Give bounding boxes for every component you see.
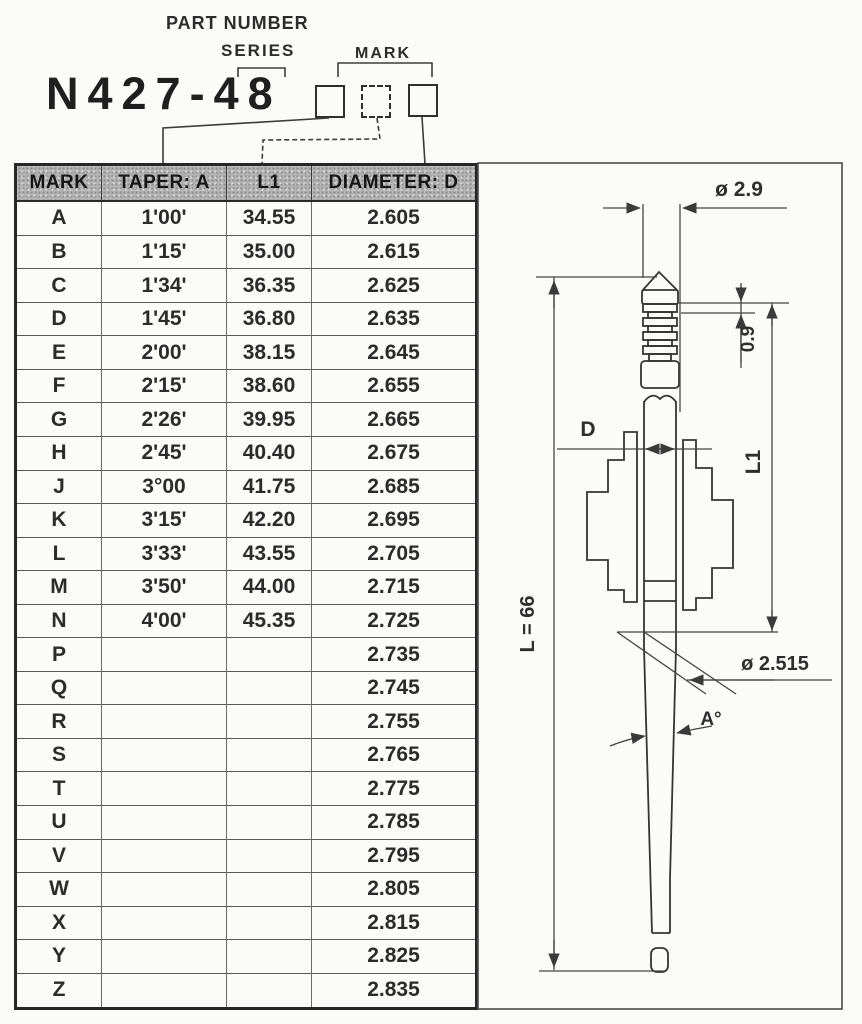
cell-diameter: 2.625 [312, 269, 477, 303]
cell-mark: G [16, 403, 102, 437]
dim-l1-label: L1 [742, 449, 765, 475]
cell-mark: Z [16, 973, 102, 1008]
cell-diameter: 2.815 [312, 906, 477, 940]
cell-taper: 1'34' [102, 269, 227, 303]
spec-table [14, 163, 478, 1010]
cell-diameter: 2.825 [312, 940, 477, 974]
cell-taper: 2'15' [102, 369, 227, 403]
cell-l1 [227, 671, 312, 705]
part-number-label: PART NUMBER [166, 13, 309, 33]
cell-mark: Y [16, 940, 102, 974]
cell-taper [102, 873, 227, 907]
cell-l1: 36.80 [227, 302, 312, 336]
cell-mark: P [16, 638, 102, 672]
dim-taper-angle: A° [700, 709, 722, 730]
cell-taper [102, 705, 227, 739]
cell-diameter: 2.645 [312, 336, 477, 370]
cell-mark: X [16, 906, 102, 940]
spec-table-body [16, 201, 477, 1009]
cell-mark: N [16, 604, 102, 638]
table-row [16, 638, 477, 672]
cell-l1: 41.75 [227, 470, 312, 504]
cell-taper: 1'45' [102, 302, 227, 336]
col-header-diameter: DIAMETER: D [312, 165, 477, 202]
table-row [16, 671, 477, 705]
cell-mark: S [16, 738, 102, 772]
cell-l1: 40.40 [227, 437, 312, 471]
cell-mark: E [16, 336, 102, 370]
part-number: N427-48 [46, 68, 282, 119]
table-row [16, 336, 477, 370]
cell-diameter: 2.715 [312, 571, 477, 605]
cell-mark: D [16, 302, 102, 336]
series-label: SERIES [221, 41, 296, 60]
cell-taper: 3'33' [102, 537, 227, 571]
mark-bracket [338, 63, 432, 77]
cell-diameter: 2.805 [312, 873, 477, 907]
mark-digit-box-1 [361, 85, 391, 118]
table-row [16, 839, 477, 873]
clip-groove-ridge [643, 318, 677, 326]
cell-taper [102, 973, 227, 1008]
cell-l1: 34.55 [227, 201, 312, 235]
table-row [16, 201, 477, 235]
cell-l1 [227, 906, 312, 940]
needle-cap [642, 272, 678, 291]
clip-groove-ridge [643, 346, 677, 354]
cell-l1 [227, 873, 312, 907]
needle-notch [644, 396, 676, 402]
cell-l1: 39.95 [227, 403, 312, 437]
cell-l1: 44.00 [227, 571, 312, 605]
cell-taper: 1'00' [102, 201, 227, 235]
connector-mark-to-l1 [262, 118, 380, 164]
cell-diameter: 2.695 [312, 504, 477, 538]
cell-mark: Q [16, 671, 102, 705]
table-row [16, 571, 477, 605]
cell-l1 [227, 772, 312, 806]
cell-l1: 42.20 [227, 504, 312, 538]
spec-table-header [16, 165, 477, 202]
cell-taper: 1'15' [102, 235, 227, 269]
table-row [16, 738, 477, 772]
cell-diameter: 2.795 [312, 839, 477, 873]
cell-diameter: 2.635 [312, 302, 477, 336]
cell-mark: M [16, 571, 102, 605]
table-row [16, 772, 477, 806]
cell-mark: J [16, 470, 102, 504]
cell-taper [102, 738, 227, 772]
cell-diameter: 2.735 [312, 638, 477, 672]
needle-outline [641, 272, 679, 972]
table-row [16, 604, 477, 638]
col-header-l1: L1 [227, 165, 312, 202]
cell-l1 [227, 705, 312, 739]
dim-top-diameter: ø 2.9 [715, 178, 763, 201]
table-row [16, 235, 477, 269]
cell-taper: 3'15' [102, 504, 227, 538]
cell-taper: 2'45' [102, 437, 227, 471]
cell-mark: A [16, 201, 102, 235]
cell-mark: C [16, 269, 102, 303]
cell-l1 [227, 806, 312, 840]
taper-right-edge [670, 648, 676, 933]
cell-diameter: 2.685 [312, 470, 477, 504]
cell-taper [102, 638, 227, 672]
cell-taper [102, 806, 227, 840]
cell-l1 [227, 973, 312, 1008]
cell-diameter: 2.655 [312, 369, 477, 403]
cell-mark: T [16, 772, 102, 806]
needle-jet-section [587, 432, 733, 610]
mark-label: MARK [355, 45, 411, 62]
dim-groove-pitch: 0.9 [738, 325, 759, 353]
cell-diameter: 2.675 [312, 437, 477, 471]
dim-total-length: L = 66 [517, 595, 539, 653]
cell-mark: V [16, 839, 102, 873]
cell-mark: K [16, 504, 102, 538]
dim-diameter-label: D [580, 418, 596, 441]
cell-taper [102, 839, 227, 873]
cell-mark: F [16, 369, 102, 403]
table-row [16, 806, 477, 840]
table-row [16, 906, 477, 940]
cell-l1: 36.35 [227, 269, 312, 303]
cell-l1: 43.55 [227, 537, 312, 571]
cell-taper: 3°00 [102, 470, 227, 504]
cell-mark: H [16, 437, 102, 471]
cell-diameter: 2.785 [312, 806, 477, 840]
table-row [16, 504, 477, 538]
needle-neck [649, 354, 671, 361]
cell-taper [102, 671, 227, 705]
needle-drawing [477, 162, 843, 1010]
needle-head [642, 290, 678, 304]
dimension-lines [536, 204, 832, 971]
cell-mark: W [16, 873, 102, 907]
cell-diameter: 2.755 [312, 705, 477, 739]
table-row [16, 470, 477, 504]
needle-tip [651, 948, 668, 972]
table-row [16, 403, 477, 437]
cell-l1 [227, 839, 312, 873]
cell-diameter: 2.765 [312, 738, 477, 772]
cell-l1 [227, 940, 312, 974]
cell-l1: 35.00 [227, 235, 312, 269]
dim-tip-diameter: ø 2.515 [741, 653, 809, 675]
cell-diameter: 2.705 [312, 537, 477, 571]
table-row [16, 940, 477, 974]
cell-taper [102, 772, 227, 806]
cell-l1: 45.35 [227, 604, 312, 638]
cell-taper: 2'00' [102, 336, 227, 370]
table-row [16, 437, 477, 471]
cell-diameter: 2.605 [312, 201, 477, 235]
cell-mark: B [16, 235, 102, 269]
cell-mark: L [16, 537, 102, 571]
cell-l1 [227, 738, 312, 772]
cell-l1: 38.60 [227, 369, 312, 403]
col-header-taper: TAPER: A [102, 165, 227, 202]
cell-taper: 3'50' [102, 571, 227, 605]
clip-groove-ridge [643, 304, 677, 312]
taper-left-edge [644, 648, 652, 933]
jet-left-half [587, 432, 637, 602]
series-digit-box [315, 85, 345, 118]
cell-mark: R [16, 705, 102, 739]
cell-diameter: 2.665 [312, 403, 477, 437]
cell-diameter: 2.725 [312, 604, 477, 638]
table-row [16, 973, 477, 1008]
cell-l1: 38.15 [227, 336, 312, 370]
jet-right-half [683, 440, 733, 610]
cell-mark: U [16, 806, 102, 840]
table-row [16, 369, 477, 403]
table-row [16, 269, 477, 303]
cell-taper [102, 940, 227, 974]
cell-taper [102, 906, 227, 940]
table-row [16, 873, 477, 907]
cell-diameter: 2.775 [312, 772, 477, 806]
cell-taper: 2'26' [102, 403, 227, 437]
table-row [16, 302, 477, 336]
cell-diameter: 2.835 [312, 973, 477, 1008]
mark-digit-box-2 [408, 84, 438, 117]
needle-collar [641, 361, 679, 388]
clip-groove-ridge [643, 332, 677, 340]
cell-l1 [227, 638, 312, 672]
connector-mark-to-diameter [422, 117, 425, 164]
connector-series-to-taper [163, 118, 329, 164]
table-row [16, 705, 477, 739]
cell-taper: 4'00' [102, 604, 227, 638]
cell-diameter: 2.615 [312, 235, 477, 269]
col-header-mark: MARK [16, 165, 102, 202]
cell-diameter: 2.745 [312, 671, 477, 705]
table-row [16, 537, 477, 571]
